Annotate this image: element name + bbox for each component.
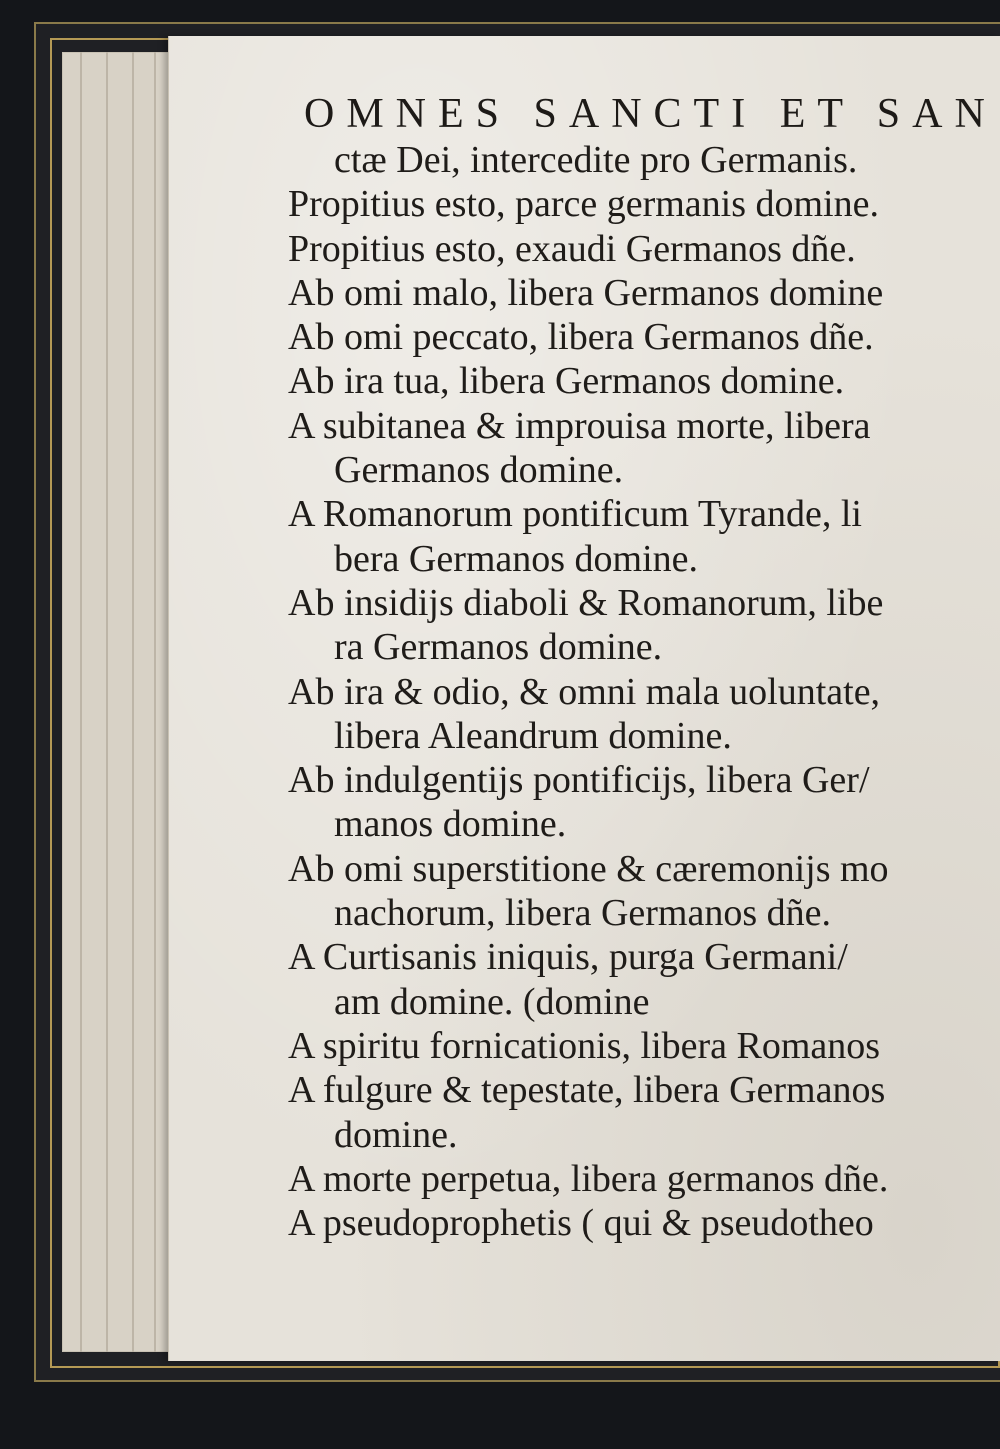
text-line: ra Germanos domine. [334,626,663,669]
text-line: Ab indulgentijs pontificijs, libera Ger/ [288,759,870,802]
running-head: OMNES SANCTI ET SAN [304,91,997,137]
text-line: bera Germanos domine. [334,537,699,580]
text-line: nachorum, libera Germanos dñe. [334,892,831,935]
text-line: Propitius esto, exaudi Germanos dñe. [288,227,856,270]
text-line: A subitanea & improuisa morte, libera [288,404,871,447]
text-line: libera Aleandrum domine. [334,714,732,757]
text-line: A Romanorum pontificum Tyrande, li [288,493,862,536]
text-line: am domine. (domine [334,980,650,1023]
text-line: Ab ira tua, libera Germanos domine. [288,360,845,403]
text-line: Ab omi malo, libera Germanos domine [288,271,884,314]
text-line: ctæ Dei, intercedite pro Germanis. [334,139,858,181]
text-line: A Curtisanis iniquis, purga Germani/ [288,936,848,979]
text-line: A morte perpetua, libera germanos dñe. [288,1157,889,1200]
text-line: A fulgure & tepestate, libera Germanos [288,1069,886,1112]
page-edges [62,52,174,1352]
text-line: manos domine. [334,803,567,846]
text-line: Propitius esto, parce germanis domine. [288,183,879,226]
text-line: domine. [334,1113,458,1156]
page-edge-line [154,52,156,1352]
text-line: Ab omi peccato, libera Germanos dñe. [288,316,874,359]
text-line: A pseudoprophetis ( qui & pseudotheo [288,1202,874,1245]
litany-text [288,138,988,1245]
text-line: Ab insidijs diaboli & Romanorum, libe [288,581,884,624]
page-edge-line [106,52,108,1352]
page-edge-line [132,52,134,1352]
page-edge-line [80,52,82,1352]
text-line: A spiritu fornicationis, libera Romanos [288,1024,881,1067]
text-line: Germanos domine. [334,449,624,492]
text-line: Ab ira & odio, & omni mala uoluntate, [288,670,881,713]
text-line: Ab omi superstitione & cæremonijs mo [288,847,889,890]
